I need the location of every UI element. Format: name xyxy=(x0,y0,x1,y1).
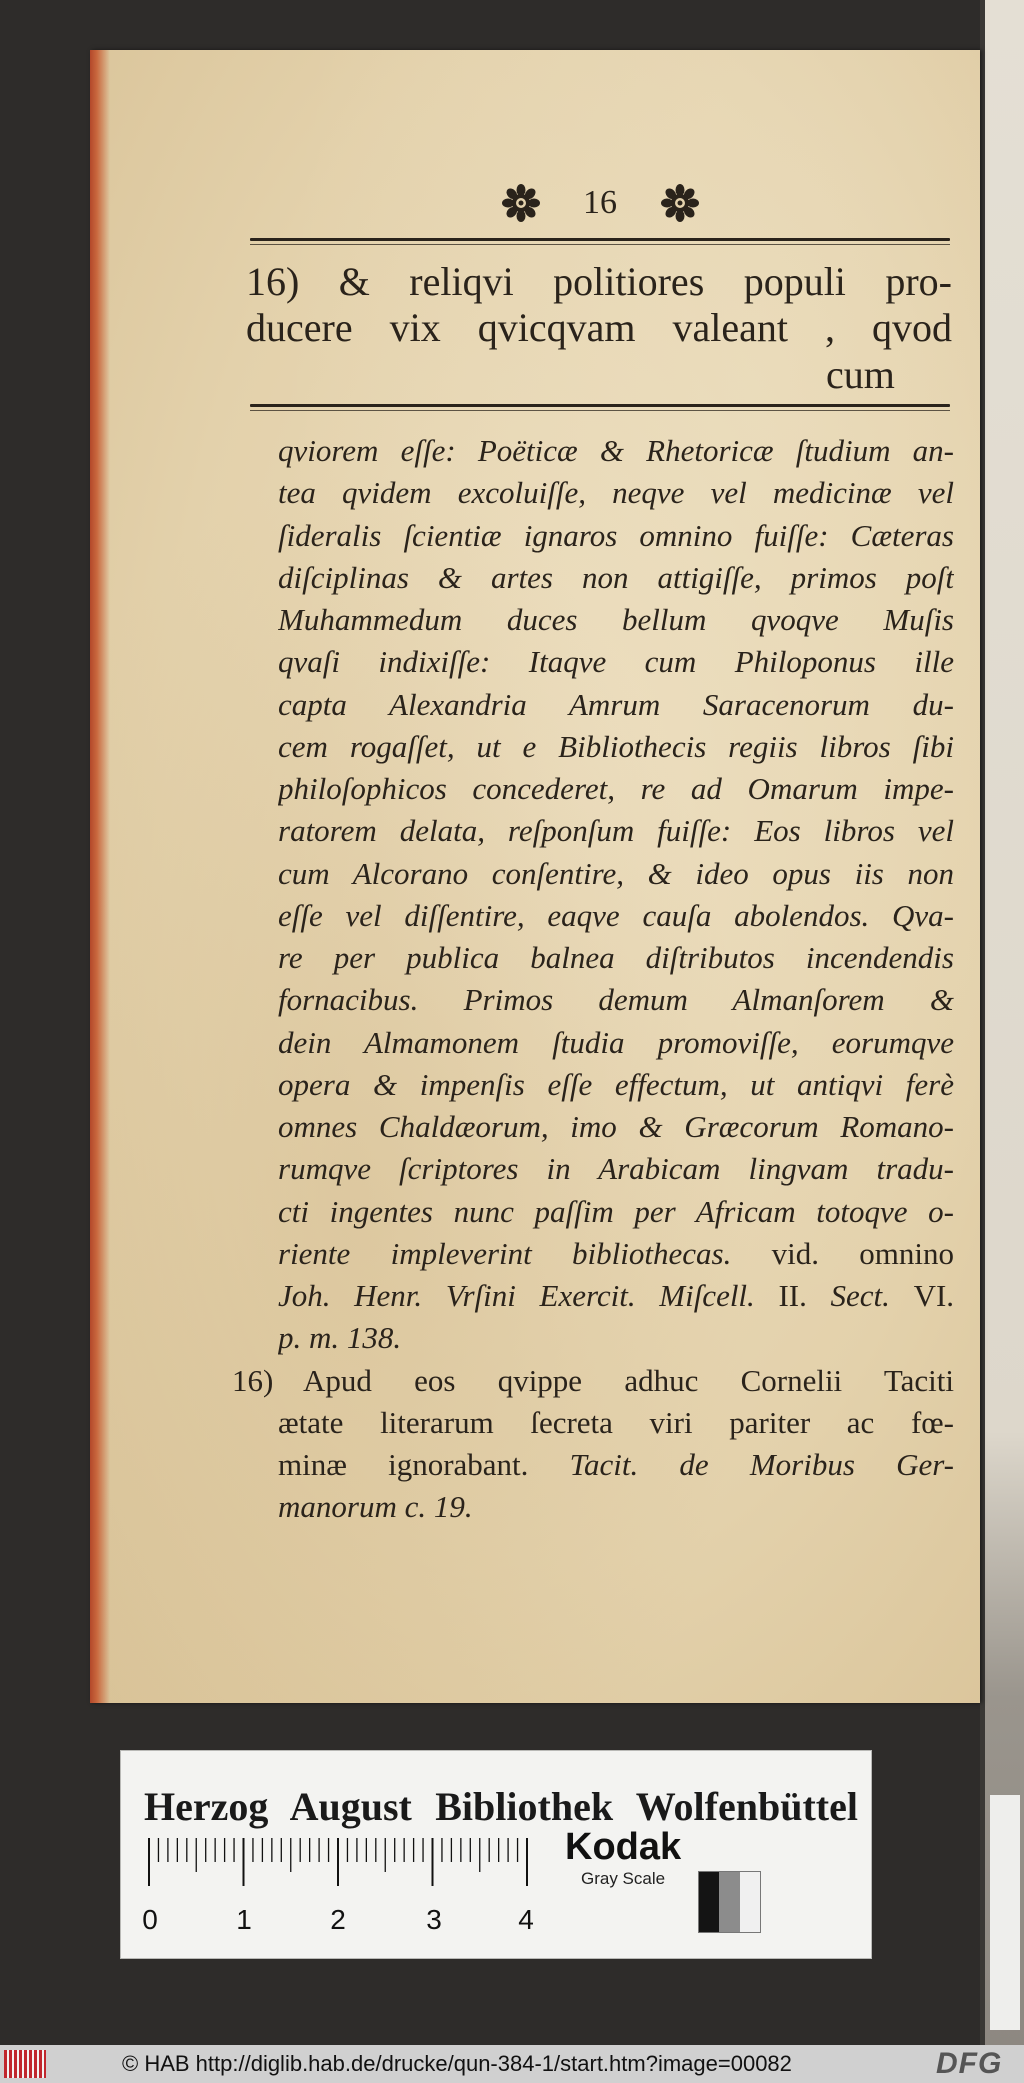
ruler-ticks xyxy=(147,1838,529,1888)
catchword: cum xyxy=(826,352,895,397)
institution-name: Herzog August Bibliothek Wolfenbüttel xyxy=(144,1784,858,1829)
rule-thick-line xyxy=(250,238,950,241)
footnote-line: ſideralis ſcientiæ ignaros omnino fuiſſe: Cæteras xyxy=(278,517,954,553)
footnote-16-line xyxy=(232,1360,954,1402)
footnote-line: p. m. 138. xyxy=(278,1320,402,1356)
swatch-white xyxy=(740,1872,760,1932)
main-text-line: 16) & reliqvi politiores populi pro- xyxy=(246,259,952,304)
footnote-line: cum Alcorano conſentire, & ideo opus iis non xyxy=(278,855,954,891)
roman-segment: Apud eos qvippe adhuc Cornelii Taciti xyxy=(303,1362,954,1398)
florette-ornament-icon xyxy=(660,183,700,223)
footnote-line: fornacibus. Primos demum Almanſorem & xyxy=(278,982,954,1018)
roman-segment: minæ ignorabant. xyxy=(278,1447,529,1482)
italic-segment: Joh. Henr. Vrſini Exercit. Miſcell. xyxy=(278,1278,755,1313)
footnotes xyxy=(232,430,954,1529)
rule-thick-line xyxy=(250,404,950,407)
hab-barcode-logo-icon xyxy=(4,2050,46,2078)
swatch-black xyxy=(699,1872,719,1932)
color-target-card xyxy=(120,1750,872,1959)
ruler-number: 4 xyxy=(518,1904,534,1935)
adjacent-page-block xyxy=(990,1795,1020,2030)
footnote-line: rumqve ſcriptores in Arabicam lingvam tradu- xyxy=(278,1151,954,1187)
adjacent-page-edge xyxy=(985,0,1024,2045)
footnote-line: ratorem delata, reſponſum fuiſſe: Eos libros vel xyxy=(278,813,954,849)
copyright-bar xyxy=(0,2045,1024,2083)
footnote-line: omnes Chaldæorum, imo & Græcorum Romano- xyxy=(278,1109,954,1144)
roman-segment: II. xyxy=(778,1278,807,1313)
italic-segment: riente impleverint bibliothecas. xyxy=(278,1235,732,1271)
italic-segment: Sect. xyxy=(830,1278,890,1313)
footnote-line: Muhammedum duces bellum qvoqve Muſis xyxy=(278,602,954,637)
footnote-marker: 16) xyxy=(232,1362,274,1398)
footnote-16-line: ætate literarum ſecreta viri pariter ac fœ- xyxy=(278,1404,954,1440)
gray-scale-label: Gray Scale xyxy=(581,1869,666,1888)
page-number: 16 xyxy=(583,184,617,221)
footnote-line: dein Almamonem ſtudia promoviſſe, eorumqve xyxy=(278,1024,954,1060)
ruler-number: 1 xyxy=(236,1904,252,1935)
page-red-edge xyxy=(90,50,110,1703)
header-rule xyxy=(250,238,950,245)
footnote-line xyxy=(278,1275,954,1317)
footnote-line: cem rogaſſet, ut e Bibliothecis regiis libros ſibi xyxy=(278,728,954,764)
footnote-line: eſſe vel diſſentire, eaqve cauſa abolendos. Qva- xyxy=(278,897,954,933)
footnote-separator-rule xyxy=(250,404,950,411)
footnote-line: qvaſi indixiſſe: Itaqve cum Philoponus ille xyxy=(278,644,954,680)
measurement-ruler xyxy=(147,1838,529,1888)
italic-segment: Tacit. de Moribus Ger- xyxy=(569,1447,954,1482)
dfg-logo: DFG xyxy=(936,2047,1003,2080)
footnote-line: capta Alexandria Amrum Saracenorum du- xyxy=(278,686,954,722)
florette-ornament-icon xyxy=(501,183,541,223)
swatch-gray xyxy=(719,1872,739,1932)
footnote-line xyxy=(278,1233,954,1275)
ruler-number: 0 xyxy=(142,1904,158,1935)
footnote-line: opera & impenſis eſſe effectum, ut antiqvi ferè xyxy=(278,1066,954,1102)
footnote-line: qviorem eſſe: Poëticæ & Rhetoricæ ſtudium an- xyxy=(278,433,954,468)
footnote-line: cti ingentes nunc paſſim per Africam totoqve o- xyxy=(278,1193,954,1229)
footnote-16-line xyxy=(278,1444,954,1486)
main-text-line: ducere vix qvicqvam valeant , qvod xyxy=(246,305,952,350)
scanned-page xyxy=(90,50,980,1703)
footnote-line: diſciplinas & artes non attigiſſe, primos poſt xyxy=(278,559,954,595)
footnote-line: philoſophicos concederet, re ad Omarum impe- xyxy=(278,771,954,806)
roman-segment: VI. xyxy=(913,1278,954,1313)
footnote-16-line: manorum c. 19. xyxy=(278,1489,473,1525)
ruler-number: 3 xyxy=(426,1904,442,1935)
roman-segment: vid. omnino xyxy=(771,1235,954,1271)
rule-thin-line xyxy=(250,244,950,245)
rule-thin-line xyxy=(250,410,950,411)
kodak-logo: Kodak xyxy=(565,1826,682,1868)
copyright-text: © HAB http://diglib.hab.de/drucke/qun-384-1/start.htm?image=00082 xyxy=(122,2051,792,2076)
footnote-line: tea qvidem excoluiſſe, neqve vel medicinæ vel xyxy=(278,475,954,511)
gray-swatches xyxy=(698,1871,761,1933)
ruler-number: 2 xyxy=(330,1904,346,1935)
footnote-line: re per publica balnea diſtributos incendendis xyxy=(278,940,954,975)
